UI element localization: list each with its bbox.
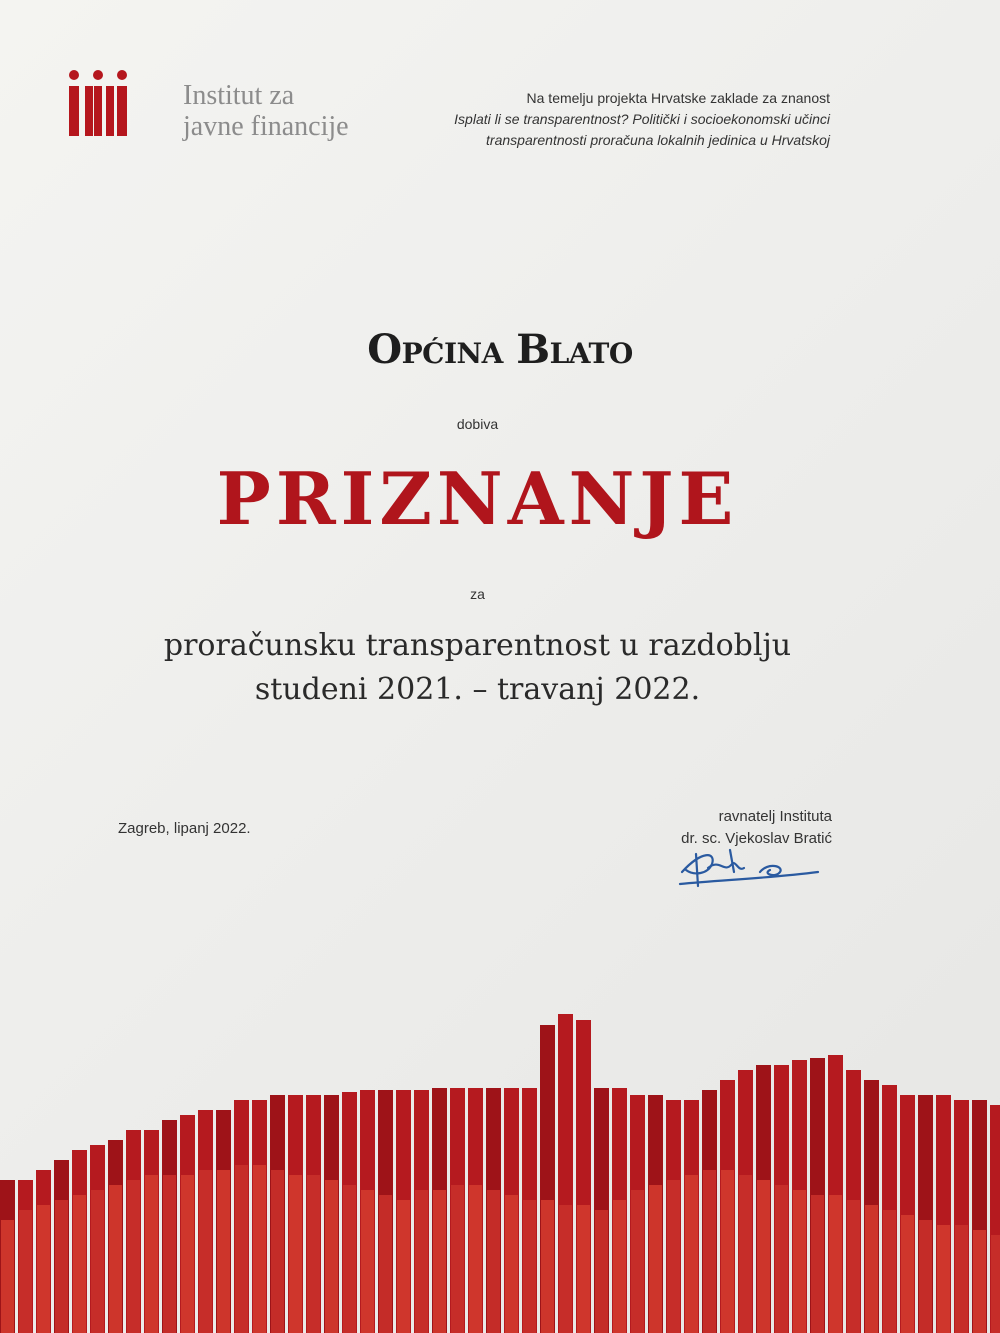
- skyline-bar-front: [901, 1215, 914, 1333]
- skyline-bar-front: [811, 1195, 824, 1333]
- project-note-line3: transparentnosti proračuna lokalnih jedinica u Hrvatskoj: [486, 132, 830, 148]
- skyline-bar-front: [415, 1190, 428, 1333]
- institute-name-line2: javne financije: [183, 111, 349, 142]
- award-reason: [0, 624, 955, 712]
- recipient-name: Općina Blato: [367, 326, 633, 373]
- award-title: PRIZNANJE: [216, 456, 739, 541]
- skyline-bar-front: [649, 1185, 662, 1333]
- skyline-bar-front: [199, 1170, 212, 1333]
- skyline-bar-front: [451, 1185, 464, 1333]
- project-note: [370, 88, 830, 151]
- skyline-bar-front: [253, 1165, 266, 1333]
- skyline-bar-front: [487, 1190, 500, 1333]
- skyline-bar-front: [127, 1180, 140, 1333]
- skyline-bar-front: [163, 1175, 176, 1333]
- iii-logo-icon: [66, 68, 130, 136]
- skyline-bar-front: [307, 1175, 320, 1333]
- skyline-bar-front: [991, 1235, 1000, 1333]
- skyline-bar-front: [613, 1200, 626, 1333]
- skyline-bar-front: [703, 1170, 716, 1333]
- skyline-bar-front: [217, 1170, 230, 1333]
- signatory-title: ravnatelj Instituta: [718, 808, 832, 825]
- skyline-bar-front: [361, 1190, 374, 1333]
- skyline-bar-front: [667, 1180, 680, 1333]
- skyline-bar-front: [847, 1200, 860, 1333]
- place-date: Zagreb, lipanj 2022.: [118, 820, 251, 837]
- skyline-bar-front: [19, 1210, 32, 1333]
- skyline-bar-front: [379, 1195, 392, 1333]
- award-reason-line2: studeni 2021. – travanj 2022.: [254, 672, 701, 707]
- skyline-bar-front: [631, 1190, 644, 1333]
- skyline-bar-front: [469, 1185, 482, 1333]
- skyline-bar-front: [109, 1185, 122, 1333]
- skyline-bar-front: [397, 1200, 410, 1333]
- skyline-bar-front: [433, 1190, 446, 1333]
- skyline-bar-front: [919, 1220, 932, 1333]
- skyline-bar-front: [343, 1185, 356, 1333]
- skyline-bar-front: [181, 1175, 194, 1333]
- skyline-bar-front: [559, 1205, 572, 1333]
- skyline-bar-front: [865, 1205, 878, 1333]
- skyline-bar-front: [685, 1175, 698, 1333]
- skyline-bar-front: [325, 1180, 338, 1333]
- project-note-line1: Na temelju projekta Hrvatske zaklade za znanost: [526, 90, 830, 106]
- for-label: za: [470, 586, 485, 602]
- skyline-bar-front: [739, 1175, 752, 1333]
- signature-icon: [672, 842, 822, 890]
- skyline-bar-front: [955, 1225, 968, 1333]
- skyline-bar-front: [1, 1220, 14, 1333]
- skyline-bar-front: [37, 1205, 50, 1333]
- signatory-name: dr. sc. Vjekoslav Bratić: [681, 830, 832, 847]
- skyline-bar-front: [523, 1200, 536, 1333]
- skyline-bar-front: [829, 1195, 842, 1333]
- institute-name-line1: Institut za: [183, 80, 295, 111]
- skyline-bar-front: [973, 1230, 986, 1333]
- skyline-bar-front: [721, 1170, 734, 1333]
- skyline-bar-front: [289, 1175, 302, 1333]
- skyline-bar-front: [505, 1195, 518, 1333]
- skyline-bar-front: [271, 1170, 284, 1333]
- skyline-bar-front: [73, 1195, 86, 1333]
- skyline-bar-front: [793, 1190, 806, 1333]
- skyline-bar-front: [937, 1225, 950, 1333]
- skyline-bar-front: [541, 1200, 554, 1333]
- skyline-bar-front: [883, 1210, 896, 1333]
- project-note-line2: Isplati li se transparentnost? Politički i socioekonomski učinci: [454, 111, 830, 127]
- decorative-skyline-bars: [0, 1000, 1000, 1333]
- skyline-bar-front: [235, 1165, 248, 1333]
- skyline-bar-front: [91, 1190, 104, 1333]
- skyline-bar-front: [145, 1175, 158, 1333]
- skyline-bar-front: [595, 1210, 608, 1333]
- skyline-bar-front: [577, 1205, 590, 1333]
- receives-label: dobiva: [456, 416, 499, 432]
- skyline-bar-front: [55, 1200, 68, 1333]
- institute-name: [183, 80, 349, 142]
- skyline-bar-front: [775, 1185, 788, 1333]
- skyline-bar-front: [757, 1180, 770, 1333]
- award-reason-line1: proračunsku transparentnost u razdoblju: [163, 628, 792, 663]
